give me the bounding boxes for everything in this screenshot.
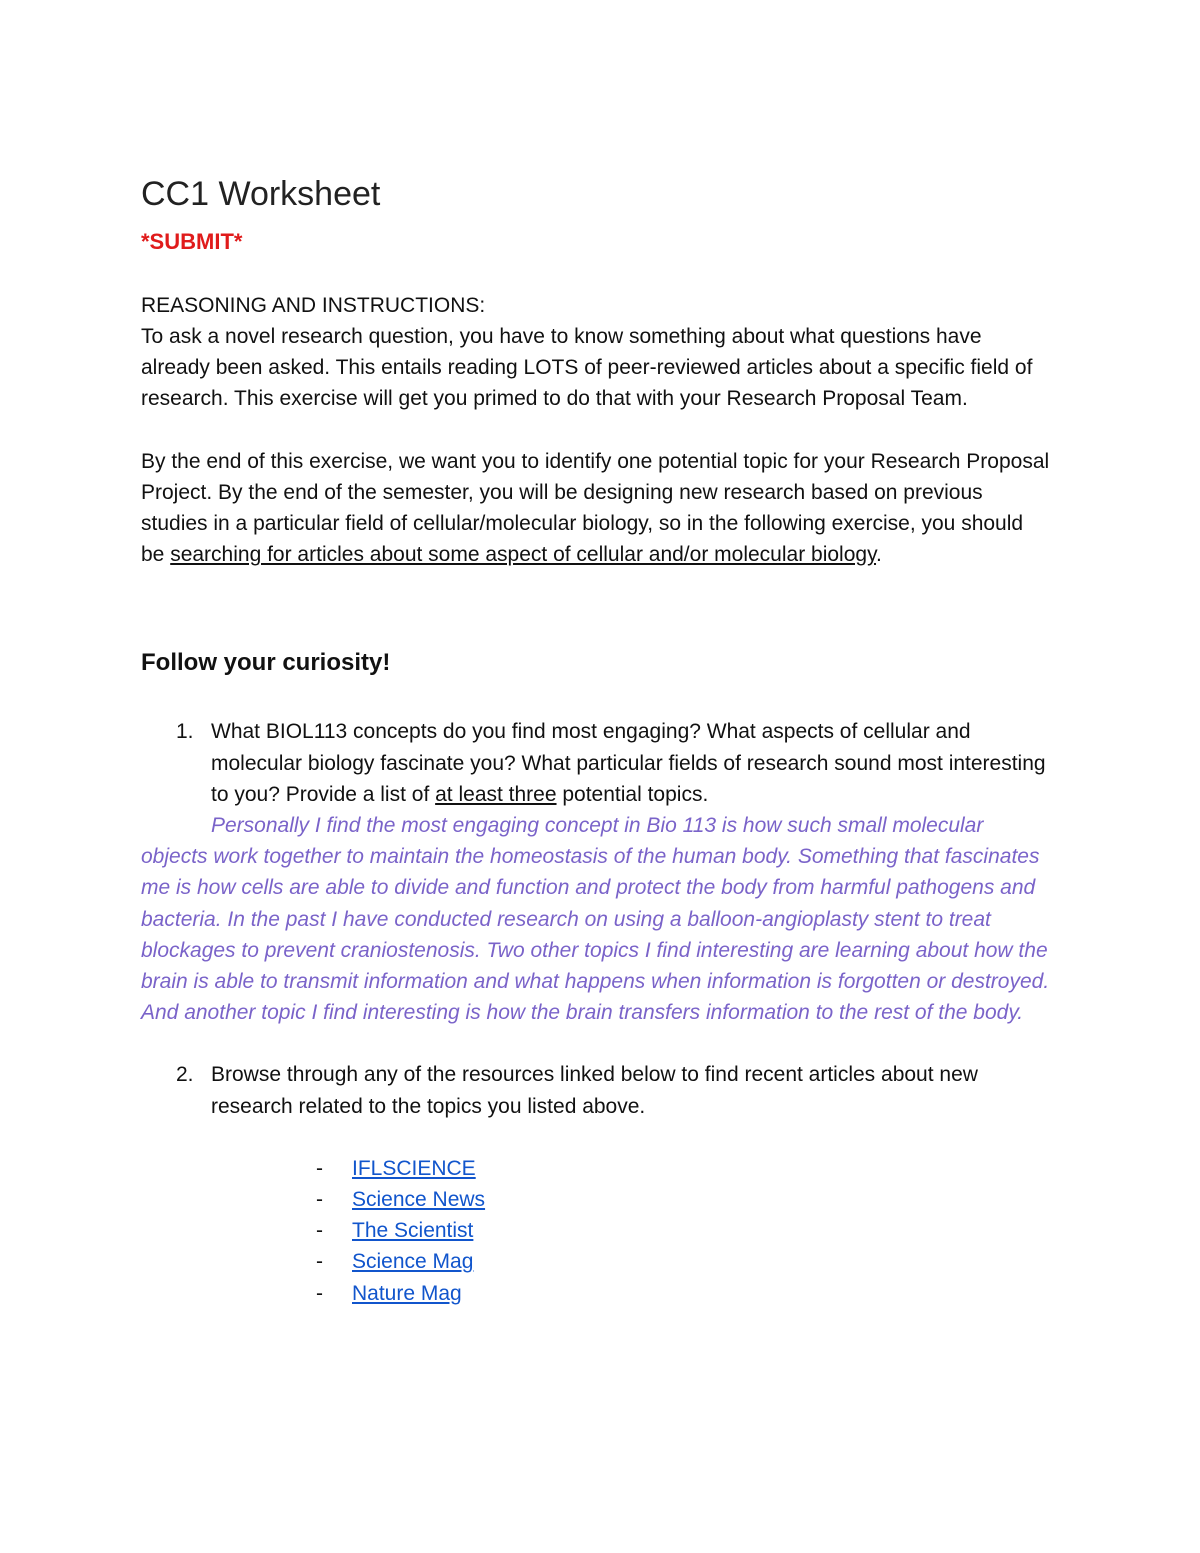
list-item [141,1153,1051,1184]
link-science-mag[interactable]: Science Mag [352,1250,474,1274]
question-1-text: What BIOL113 concepts do you find most engaging? What aspects of cellular and molecular biology fascinate you? What particular fields of research sound most interesting to you? Provide a list of [211,720,1046,806]
question-1-underlined: at least three [435,782,557,806]
answer-1[interactable]: Personally I find the most engaging concept in Bio 113 is how such small molecular objects work together to maintain the homeostasis of the human body. Something that fascinates me is how cells are able to divide and function and protect the body from harmful pathogens and bacteria. In the past I have conducted research on using a balloon-angioplasty stent to treat blockages to prevent craniostenosis. Two other topics I find interesting are learning about how the brain is able to transmit information and what happens when information is forgotten or destroyed. And another topic I find interesting is how the brain transfers information to the rest of the body. [141,814,1050,1025]
dash-bullet: - [316,1219,323,1243]
list-item [141,1278,1051,1309]
paragraph-2-end: . [876,543,882,567]
question-1 [141,716,1051,810]
dash-bullet: - [316,1281,323,1305]
question-2-text: Browse through any of the resources linked below to find recent articles about new research related to the topics you listed above. [211,1063,978,1118]
instructions-paragraph-1: To ask a novel research question, you have to know something about what questions have already been asked. This entails reading LOTS of peer-reviewed articles about a specific field of research. This exercise will get you primed to do that with your Research Proposal Team. [141,325,1033,411]
list-item [141,1246,1051,1277]
curiosity-heading: Follow your curiosity! [141,649,391,677]
dash-bullet: - [316,1250,323,1274]
question-2 [141,1059,1051,1121]
link-the-scientist[interactable]: The Scientist [352,1219,474,1243]
paragraph-2-text: By the end of this exercise, we want you to identify one potential topic for your Research Proposal Project. By the end of the semester, you will be designing new research based on previous studies in a particular field of cellular/molecular biology, so in the following exercise, you should be [141,449,1050,567]
dash-bullet: - [316,1188,323,1212]
link-nature-mag[interactable]: Nature Mag [352,1281,462,1305]
document-title: CC1 Worksheet [141,175,381,213]
submit-tag: *SUBMIT* [141,229,243,254]
dash-bullet: - [316,1156,323,1180]
paragraph-2-underlined: searching for articles about some aspect of cellular and/or molecular biology [170,543,877,567]
list-item [141,1215,1051,1246]
document-page [141,172,1051,1309]
link-iflscience[interactable]: IFLSCIENCE [352,1156,476,1180]
instructions-paragraph-2 [141,446,1051,571]
question-list [141,716,1051,810]
question-list-2 [141,1059,1051,1121]
list-item [141,1184,1051,1215]
question-number: 1. [176,720,194,744]
question-number: 2. [176,1063,194,1087]
section-heading: REASONING AND INSTRUCTIONS: [141,294,486,317]
link-science-news[interactable]: Science News [352,1188,486,1212]
resource-link-list [141,1153,1051,1309]
question-1-text-end: potential topics. [556,782,709,806]
